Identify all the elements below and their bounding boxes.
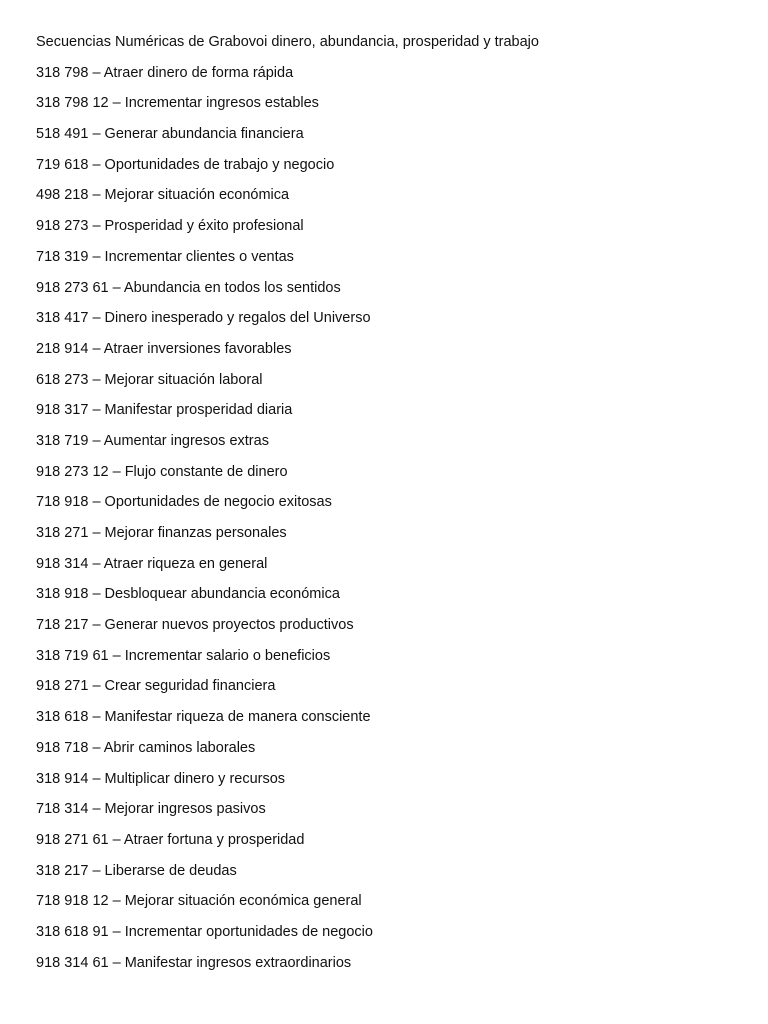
- sequence-item: 718 217 – Generar nuevos proyectos productivos: [36, 617, 354, 634]
- sequence-item: 318 798 12 – Incrementar ingresos estables: [36, 95, 319, 112]
- sequence-item: 318 618 – Manifestar riqueza de manera consciente: [36, 709, 371, 726]
- sequence-item: 918 273 61 – Abundancia en todos los sentidos: [36, 279, 341, 296]
- sequence-item: 318 914 – Multiplicar dinero y recursos: [36, 770, 286, 787]
- sequence-item: 318 417 – Dinero inesperado y regalos del Universo: [36, 310, 371, 327]
- sequence-item: 618 273 – Mejorar situación laboral: [36, 371, 263, 388]
- sequence-item: 918 314 61 – Manifestar ingresos extraordinarios: [36, 954, 352, 971]
- sequence-item: 318 798 – Atraer dinero de forma rápida: [36, 64, 294, 81]
- sequence-item: 918 718 – Abrir caminos laborales: [36, 739, 256, 756]
- sequence-item: 318 918 – Desbloquear abundancia económica: [36, 586, 340, 603]
- sequence-item: 218 914 – Atraer inversiones favorables: [36, 340, 292, 357]
- sequence-item: 718 918 12 – Mejorar situación económica general: [36, 893, 362, 910]
- sequence-list: [36, 62, 736, 983]
- sequence-item: 918 273 12 – Flujo constante de dinero: [36, 463, 288, 480]
- sequence-item: 318 618 91 – Incrementar oportunidades de negocio: [36, 923, 373, 940]
- sequence-item: 918 273 – Prosperidad y éxito profesional: [36, 218, 304, 235]
- sequence-item: 318 719 – Aumentar ingresos extras: [36, 432, 269, 449]
- sequence-item: 718 319 – Incrementar clientes o ventas: [36, 248, 294, 265]
- sequence-item: 719 618 – Oportunidades de trabajo y negocio: [36, 156, 335, 173]
- sequence-item: 918 314 – Atraer riqueza en general: [36, 555, 268, 572]
- sequence-item: 718 918 – Oportunidades de negocio exitosas: [36, 494, 332, 511]
- sequence-item: 498 218 – Mejorar situación económica: [36, 187, 290, 204]
- sequence-item: 918 317 – Manifestar prosperidad diaria: [36, 402, 293, 419]
- sequence-item: 318 217 – Liberarse de deudas: [36, 862, 237, 879]
- sequence-item: 318 719 61 – Incrementar salario o beneficios: [36, 647, 331, 664]
- sequence-item: 918 271 61 – Atraer fortuna y prosperidad: [36, 831, 305, 848]
- sequence-item: 518 491 – Generar abundancia financiera: [36, 126, 304, 143]
- sequence-item: 318 271 – Mejorar finanzas personales: [36, 525, 287, 541]
- document-title: Secuencias Numéricas de Grabovoi dinero, abundancia, prosperidad y trabajo: [36, 34, 539, 50]
- document-page: [36, 31, 736, 982]
- sequence-item: 718 314 – Mejorar ingresos pasivos: [36, 801, 266, 818]
- sequence-item: 918 271 – Crear seguridad financiera: [36, 678, 276, 695]
